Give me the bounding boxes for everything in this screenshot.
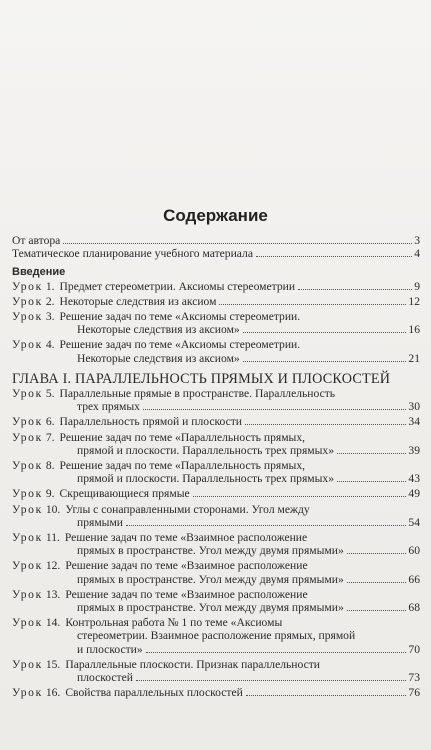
page-number: 9 — [414, 279, 420, 293]
leader-dots — [126, 525, 406, 526]
page-number: 3 — [414, 234, 420, 247]
page-number: 30 — [408, 400, 420, 414]
lesson-title: Решение задач по теме «Параллельность прямых, — [59, 430, 306, 444]
lesson-title: Решение задач по теме «Взаимное расположение — [64, 531, 308, 545]
page-number: 54 — [408, 515, 420, 529]
lesson-number: 9. — [45, 487, 55, 501]
lesson-number: 8. — [45, 459, 55, 473]
lesson-number: 12. — [45, 559, 61, 573]
lesson-line — [12, 472, 420, 485]
lesson-word: Урок — [12, 387, 43, 401]
lesson-title: Углы с сонаправленными сторонами. Угол между — [65, 502, 310, 516]
lesson-line — [12, 503, 420, 516]
lesson-entry — [12, 487, 420, 500]
intro-lessons — [12, 280, 420, 365]
lesson-word: Урок — [12, 294, 43, 308]
lesson-word: Урок — [12, 657, 43, 671]
lesson-title: плоскостей — [77, 671, 133, 685]
table-of-contents — [12, 234, 420, 700]
lesson-word: Урок — [12, 559, 43, 573]
lesson-title: прямых в пространстве. Угол между двумя прямыми» — [77, 544, 344, 558]
lesson-word: Урок — [12, 487, 43, 501]
lesson-title: стереометрии. Взаимное расположение прямых, прямой — [77, 629, 356, 643]
lesson-line — [12, 280, 420, 293]
leader-dots — [63, 243, 412, 244]
leader-dots — [219, 304, 406, 305]
page-number: 66 — [408, 572, 420, 586]
leader-dots — [243, 361, 407, 362]
lesson-line — [12, 531, 420, 544]
lesson-entry — [12, 588, 420, 614]
lesson-title: трех прямых — [77, 400, 140, 414]
page-number: 4 — [414, 247, 420, 261]
page-number: 43 — [408, 472, 420, 486]
lesson-entry — [12, 310, 420, 336]
lesson-entry — [12, 658, 420, 684]
top-entries — [12, 234, 420, 260]
lesson-title: Решение задач по теме «Взаимное расположение — [65, 559, 308, 573]
page-number: 16 — [408, 323, 420, 337]
lesson-title: Свойства параллельных плоскостей — [65, 686, 243, 700]
lesson-entry — [12, 531, 420, 557]
lesson-line — [12, 431, 420, 444]
page-number: 39 — [408, 443, 420, 457]
lesson-word: Урок — [12, 338, 43, 352]
lesson-line — [12, 559, 420, 572]
lesson-line — [12, 658, 420, 671]
lesson-title: прямых в пространстве. Угол между двумя прямыми» — [77, 601, 344, 615]
page-number: 76 — [408, 686, 420, 700]
lesson-line — [12, 544, 420, 557]
lesson-number: 11. — [45, 531, 60, 545]
lesson-entry — [12, 338, 420, 364]
leader-dots — [245, 424, 406, 425]
leader-dots — [347, 582, 407, 583]
lesson-number: 15. — [45, 657, 61, 671]
lesson-line — [12, 686, 420, 699]
page-number: 73 — [408, 671, 420, 685]
lesson-word: Урок — [12, 415, 43, 429]
page-number: 34 — [408, 415, 420, 429]
lesson-title: Контрольная работа № 1 по теме «Аксиомы — [65, 616, 283, 630]
toc-entry-text: От автора — [12, 234, 61, 247]
lesson-line — [12, 295, 420, 308]
lesson-number: 7. — [45, 430, 55, 444]
page-number: 60 — [408, 544, 420, 558]
leader-dots — [136, 680, 406, 681]
lesson-number: 14. — [45, 616, 61, 630]
lesson-entry — [12, 387, 420, 413]
lesson-line — [12, 444, 420, 457]
lesson-line — [12, 415, 420, 428]
page-number: 68 — [408, 601, 420, 615]
toc-entry — [12, 247, 420, 260]
leader-dots — [347, 553, 407, 554]
leader-dots — [347, 610, 407, 611]
lesson-entry — [12, 559, 420, 585]
lesson-word: Урок — [12, 310, 43, 324]
lesson-word: Урок — [12, 587, 43, 601]
lesson-line — [12, 487, 420, 500]
leader-dots — [193, 496, 407, 497]
lesson-line — [12, 338, 420, 351]
lesson-line — [12, 352, 420, 365]
leader-dots — [337, 453, 406, 454]
leader-dots — [143, 409, 406, 410]
lesson-word: Урок — [12, 686, 43, 700]
lesson-entry — [12, 295, 420, 308]
lesson-title: Предмет стереометрии. Аксиомы стереометрии — [59, 279, 296, 293]
lesson-title: Некоторые следствия из аксиом» — [77, 351, 240, 365]
lesson-line — [12, 588, 420, 601]
leader-dots — [146, 652, 407, 653]
leader-dots — [337, 481, 406, 482]
lesson-word: Урок — [12, 430, 43, 444]
lesson-title: прямыми — [77, 515, 124, 529]
lesson-line — [12, 516, 420, 529]
lesson-number: 16. — [45, 686, 61, 700]
leader-dots — [246, 695, 407, 696]
lesson-title: Некоторые следствия из аксиом» — [77, 323, 240, 337]
lesson-title: Параллельность прямой и плоскости — [59, 415, 243, 429]
page-number: 21 — [408, 351, 420, 365]
leader-dots — [256, 256, 412, 257]
lesson-title: прямой и плоскости. Параллельность трех прямых» — [77, 443, 335, 457]
lesson-title: Решение задач по теме «Аксиомы стереометрии. — [59, 310, 301, 324]
lesson-line — [12, 459, 420, 472]
lesson-line — [12, 629, 420, 642]
lesson-line — [12, 310, 420, 323]
chapter-heading: ГЛАВА I. ПАРАЛЛЕЛЬНОСТЬ ПРЯМЫХ И ПЛОСКОСТЕЙ — [12, 370, 391, 387]
lesson-entry — [12, 616, 420, 656]
lesson-number: 4. — [45, 338, 55, 352]
lesson-number: 6. — [45, 415, 55, 429]
leader-dots — [298, 289, 412, 290]
lesson-number: 2. — [45, 294, 55, 308]
lesson-number: 13. — [45, 587, 61, 601]
lesson-title: Некоторые следствия из аксиом — [59, 294, 217, 308]
lesson-title: Параллельные плоскости. Признак параллельности — [65, 657, 321, 671]
lesson-line — [12, 387, 420, 400]
lesson-number: 3. — [45, 310, 55, 324]
lesson-line — [12, 601, 420, 614]
lesson-title: Решение задач по теме «Взаимное расположение — [65, 587, 308, 601]
lesson-title: Скрещивающиеся прямые — [59, 487, 190, 501]
lesson-line — [12, 400, 420, 413]
chapter-lessons — [12, 387, 420, 699]
page-number: 70 — [408, 642, 420, 656]
lesson-entry — [12, 280, 420, 293]
leader-dots — [243, 332, 407, 333]
lesson-number: 1. — [45, 279, 55, 293]
lesson-entry — [12, 459, 420, 485]
toc-entry — [12, 234, 420, 247]
lesson-entry — [12, 431, 420, 457]
lesson-entry — [12, 686, 420, 699]
lesson-title: Решение задач по теме «Аксиомы стереометрии. — [59, 338, 301, 352]
lesson-title: и плоскости» — [77, 642, 143, 656]
lesson-word: Урок — [12, 459, 43, 473]
toc-row — [12, 234, 420, 247]
lesson-line — [12, 616, 420, 629]
lesson-title: Параллельные прямые в пространстве. Параллельность — [59, 387, 336, 401]
lesson-line — [12, 671, 420, 684]
toc-entry-text: Тематическое планирование учебного материала — [12, 247, 253, 261]
lesson-title: Решение задач по теме «Параллельность прямых, — [59, 459, 306, 473]
lesson-title: прямых в пространстве. Угол между двумя прямыми» — [77, 572, 344, 586]
lesson-word: Урок — [12, 279, 43, 293]
lesson-word: Урок — [12, 616, 43, 630]
page-number: 49 — [408, 487, 420, 501]
lesson-line — [12, 323, 420, 336]
lesson-entry — [12, 415, 420, 428]
page-number: 12 — [408, 294, 420, 308]
lesson-line — [12, 643, 420, 656]
lesson-number: 10. — [45, 502, 61, 516]
lesson-number: 5. — [45, 387, 55, 401]
lesson-entry — [12, 503, 420, 529]
lesson-word: Урок — [12, 531, 43, 545]
section-heading-intro: Введение — [12, 266, 66, 279]
toc-row — [12, 247, 420, 260]
lesson-title: прямой и плоскости. Параллельность трех прямых» — [77, 472, 335, 486]
lesson-word: Урок — [12, 502, 43, 516]
lesson-line — [12, 573, 420, 586]
page-title: Содержание — [163, 206, 268, 225]
